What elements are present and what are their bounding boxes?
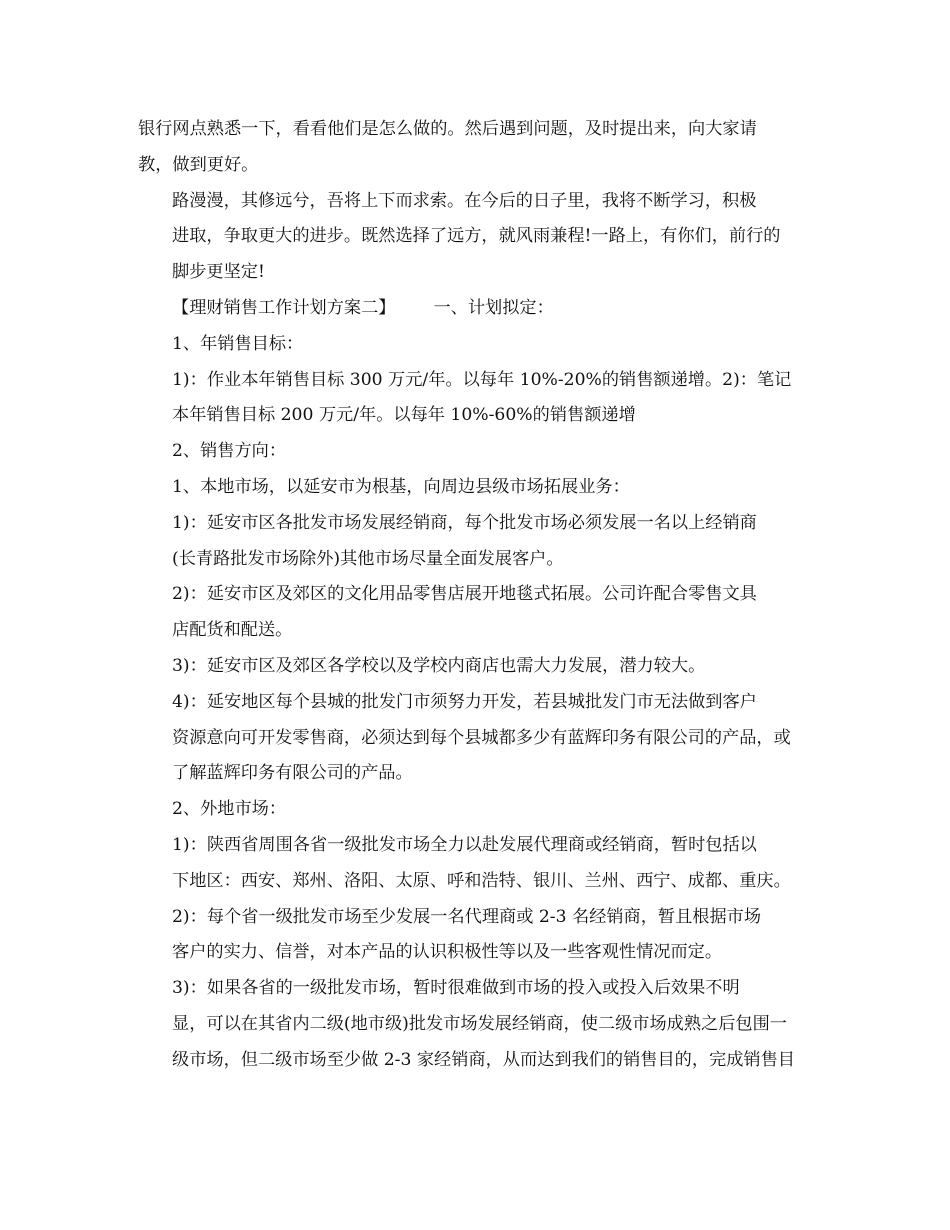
text-line: 资源意向可开发零售商，必须达到每个县城都多少有蓝辉印务有限公司的产品，或 xyxy=(172,727,791,748)
body-paragraph xyxy=(138,900,812,972)
body-paragraph xyxy=(138,112,812,184)
text-line: 路漫漫，其修远兮，吾将上下而求索。在今后的日子里，我将不断学习，积极 xyxy=(172,190,757,211)
section-subtitle: 一、计划拟定： xyxy=(433,297,554,318)
text-line: 显，可以在其省内二级(地市级)批发市场发展经销商，使二级市场成熟之后包围一 xyxy=(172,1013,787,1034)
document-body xyxy=(138,112,812,1079)
text-line: 脚步更坚定! xyxy=(172,262,265,283)
body-paragraph xyxy=(138,792,812,828)
section-heading-paragraph xyxy=(138,291,812,327)
body-paragraph xyxy=(138,971,812,1078)
body-paragraph xyxy=(138,184,812,291)
text-line: 进取，争取更大的进步。既然选择了远方，就风雨兼程!一路上，有你们，前行的 xyxy=(172,226,781,247)
section-title: 【理财销售工作计划方案二】 xyxy=(172,297,396,318)
text-line: 银行网点熟悉一下，看看他们是怎么做的。然后遇到问题，及时提出来，向大家请 xyxy=(138,119,757,139)
body-paragraph xyxy=(138,685,812,792)
text-line: 1)：作业本年销售目标 300 万元/年。以每年 10%-20%的销售额递增。2)：笔记 xyxy=(172,369,792,390)
text-line: 2、外地市场： xyxy=(172,799,287,820)
text-line: 客户的实力、信誉，对本产品的认识积极性等以及一些客观性情况而定。 xyxy=(172,942,723,963)
body-paragraph xyxy=(138,649,812,685)
text-line: 1)：陕西省周围各省一级批发市场全力以赴发展代理商或经销商，暂时包括以 xyxy=(172,834,757,855)
text-line: 4)：延安地区每个县城的批发门市须努力开发，若县城批发门市无法做到客户 xyxy=(172,691,757,712)
text-line: (长青路批发市场除外)其他市场尽量全面发展客户。 xyxy=(172,548,564,569)
text-line: 级市场，但二级市场至少做 2-3 家经销商，从而达到我们的销售目的，完成销售目 xyxy=(172,1049,795,1070)
text-line: 3)：如果各省的一级批发市场，暂时很难做到市场的投入或投入后效果不明 xyxy=(172,978,740,999)
body-paragraph xyxy=(138,577,812,649)
body-paragraph xyxy=(138,363,812,435)
text-line: 本年销售目标 200 万元/年。以每年 10%-60%的销售额递增 xyxy=(172,405,636,426)
text-line: 3)：延安市区及郊区各学校以及学校内商店也需大力发展，潜力较大。 xyxy=(172,655,706,676)
body-paragraph xyxy=(138,828,812,900)
heading-line xyxy=(138,291,812,327)
text-line: 2)：延安市区及郊区的文化用品零售店展开地毯式拓展。公司许配合零售文具 xyxy=(172,584,757,605)
text-line: 下地区：西安、郑州、洛阳、太原、呼和浩特、银川、兰州、西宁、成都、重庆。 xyxy=(172,870,791,891)
body-paragraph xyxy=(138,470,812,506)
text-line: 店配货和配送。 xyxy=(172,620,293,641)
text-line: 1、年销售目标： xyxy=(172,333,304,354)
text-line: 2、销售方向： xyxy=(172,441,287,462)
text-line: 1、本地市场，以延安市为根基，向周边县级市场拓展业务： xyxy=(172,476,630,497)
text-line: 了解蓝辉印务有限公司的产品。 xyxy=(172,763,413,784)
text-line: 教，做到更好。 xyxy=(138,154,259,175)
body-paragraph xyxy=(138,434,812,470)
text-line: 1)：延安市区各批发市场发展经销商，每个批发市场必须发展一名以上经销商 xyxy=(172,512,757,533)
text-line: 2)：每个省一级批发市场至少发展一名代理商或 2-3 名经销商，暂且根据市场 xyxy=(172,906,762,927)
body-paragraph xyxy=(138,506,812,578)
body-paragraph xyxy=(138,327,812,363)
